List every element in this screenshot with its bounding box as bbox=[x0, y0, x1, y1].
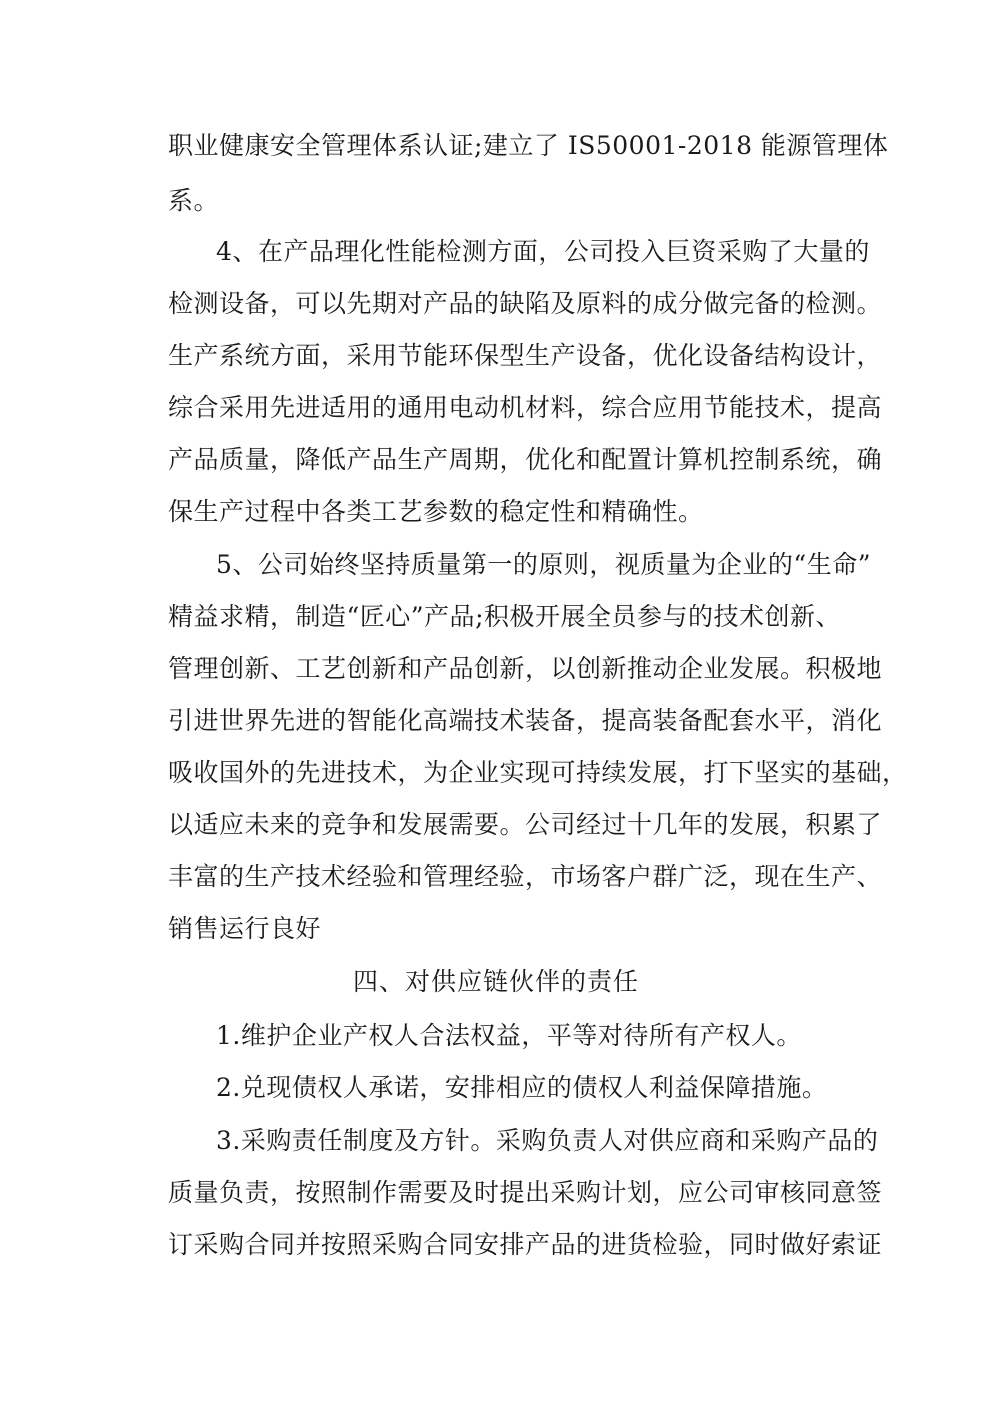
list-item-3: 3.采购责任制度及方针。采购负责人对供应商和采购产品的 bbox=[216, 1126, 879, 1155]
list-item-2: 2.兑现债权人承诺，安排相应的债权人利益保障措施。 bbox=[216, 1073, 828, 1102]
text-line: 综合采用先进适用的通用电动机材料，综合应用节能技术，提高 bbox=[168, 393, 883, 422]
list-item-1: 1.维护企业产权人合法权益，平等对待所有产权人。 bbox=[216, 1021, 802, 1050]
text-line: 精益求精，制造“匠心”产品;积极开展全员参与的技术创新、 bbox=[168, 602, 841, 631]
text-line: 系。 bbox=[168, 186, 220, 215]
text-line: 产品质量，降低产品生产周期，优化和配置计算机控制系统，确 bbox=[168, 445, 883, 474]
text-line: 销售运行良好 bbox=[168, 914, 322, 943]
text-line: 生产系统方面，采用节能环保型生产设备，优化设备结构设计， bbox=[168, 341, 883, 370]
text-line: 质量负责，按照制作需要及时提出采购计划，应公司审核同意签 bbox=[168, 1178, 883, 1207]
text-line: 管理创新、工艺创新和产品创新，以创新推动企业发展。积极地 bbox=[168, 654, 883, 683]
paragraph-5-start: 5、公司始终坚持质量第一的原则，视质量为企业的“生命” bbox=[216, 550, 871, 579]
text-line: 引进世界先进的智能化高端技术装备，提高装备配套水平，消化 bbox=[168, 706, 883, 735]
section-heading: 四、对供应链伙伴的责任 bbox=[352, 967, 639, 996]
text-line: 吸收国外的先进技术，为企业实现可持续发展，打下坚实的基础， bbox=[168, 758, 908, 787]
text-line: 丰富的生产技术经验和管理经验，市场客户群广泛，现在生产、 bbox=[168, 862, 883, 891]
paragraph-4-start: 4、在产品理化性能检测方面，公司投入巨资采购了大量的 bbox=[216, 237, 870, 266]
text-line: 以适应未来的竞争和发展需要。公司经过十几年的发展，积累了 bbox=[168, 810, 883, 839]
text-line: 保生产过程中各类工艺参数的稳定性和精确性。 bbox=[168, 497, 704, 526]
text-line: 订采购合同并按照采购合同安排产品的进货检验，同时做好索证 bbox=[168, 1230, 883, 1259]
text-line: 职业健康安全管理体系认证;建立了 IS50001-2018 能源管理体 bbox=[168, 131, 889, 160]
text-line: 检测设备，可以先期对产品的缺陷及原料的成分做完备的检测。 bbox=[168, 289, 883, 318]
